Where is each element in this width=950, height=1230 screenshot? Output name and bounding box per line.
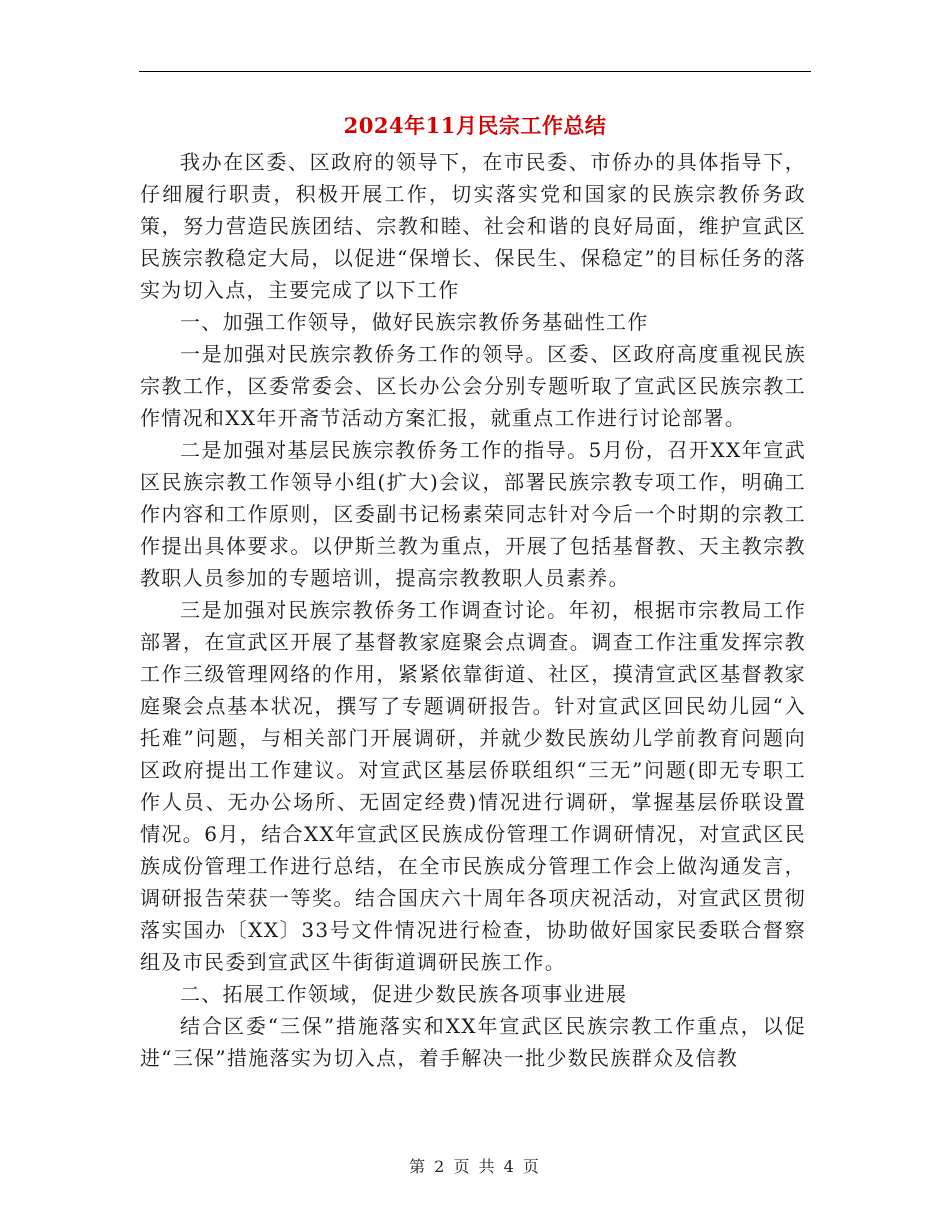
document-body — [140, 146, 806, 1074]
paragraph: 二是加强对基层民族宗教侨务工作的指导。5月份，召开XX年宣武区民族宗教工作领导小组(扩大)会议，部署民族宗教专项工作，明确工作内容和工作原则，区委副书记杨素荣同志针对今后一个时期的宗教工作提出具体要求。以伊斯兰教为重点，开展了包括基督教、天主教宗教教职人员参加的专题培训，提高宗教教职人员素养。 — [140, 438, 806, 590]
paragraph: 一是加强对民族宗教侨务工作的领导。区委、区政府高度重视民族宗教工作，区委常委会、区长办公会分别专题听取了宣武区民族宗教工作情况和XX年开斋节活动方案汇报，就重点工作进行讨论部署。 — [140, 342, 806, 430]
header-rule — [139, 71, 811, 72]
section-heading: 一、加强工作领导，做好民族宗教侨务基础性工作 — [180, 310, 649, 334]
document-title: 2024年11月民宗工作总结 — [343, 113, 607, 138]
page-number: 第 2 页 共 4 页 — [409, 1157, 541, 1176]
paragraph: 三是加强对民族宗教侨务工作调查讨论。年初，根据市宗教局工作部署，在宣武区开展了基督教家庭聚会点调查。调查工作注重发挥宗教工作三级管理网络的作用，紧紧依靠街道、社区，摸清宣武区基督教家庭聚会点基本状况，撰写了专题调研报告。针对宣武区回民幼儿园“入托难”问题，与相关部门开展调研，并就少数民族幼儿学前教育问题向区政府提出工作建议。对宣武区基层侨联组织“三无”问题(即无专职工作人员、无办公场所、无固定经费)情况进行调研，掌握基层侨联设置情况。6月，结合XX年宣武区民族成份管理工作调研情况，对宣武区民族成份管理工作进行总结，在全市民族成分管理工作会上做沟通发言，调研报告荣获一等奖。结合国庆六十周年各项庆祝活动，对宣武区贯彻落实国办〔XX〕33号文件情况进行检查，协助做好国家民委联合督察组及市民委到宣武区牛街街道调研民族工作。 — [140, 598, 806, 974]
paragraph: 结合区委“三保”措施落实和XX年宣武区民族宗教工作重点，以促进“三保”措施落实为切入点，着手解决一批少数民族群众及信教 — [140, 1014, 806, 1070]
paragraph: 我办在区委、区政府的领导下，在市民委、市侨办的具体指导下，仔细履行职责，积极开展工作，切实落实党和国家的民族宗教侨务政策，努力营造民族团结、宗教和睦、社会和谐的良好局面，维护宣武区民族宗教稳定大局，以促进“保增长、保民生、保稳定”的目标任务的落实为切入点，主要完成了以下工作 — [140, 150, 806, 302]
section-heading: 二、拓展工作领域，促进少数民族各项事业进展 — [180, 982, 628, 1006]
